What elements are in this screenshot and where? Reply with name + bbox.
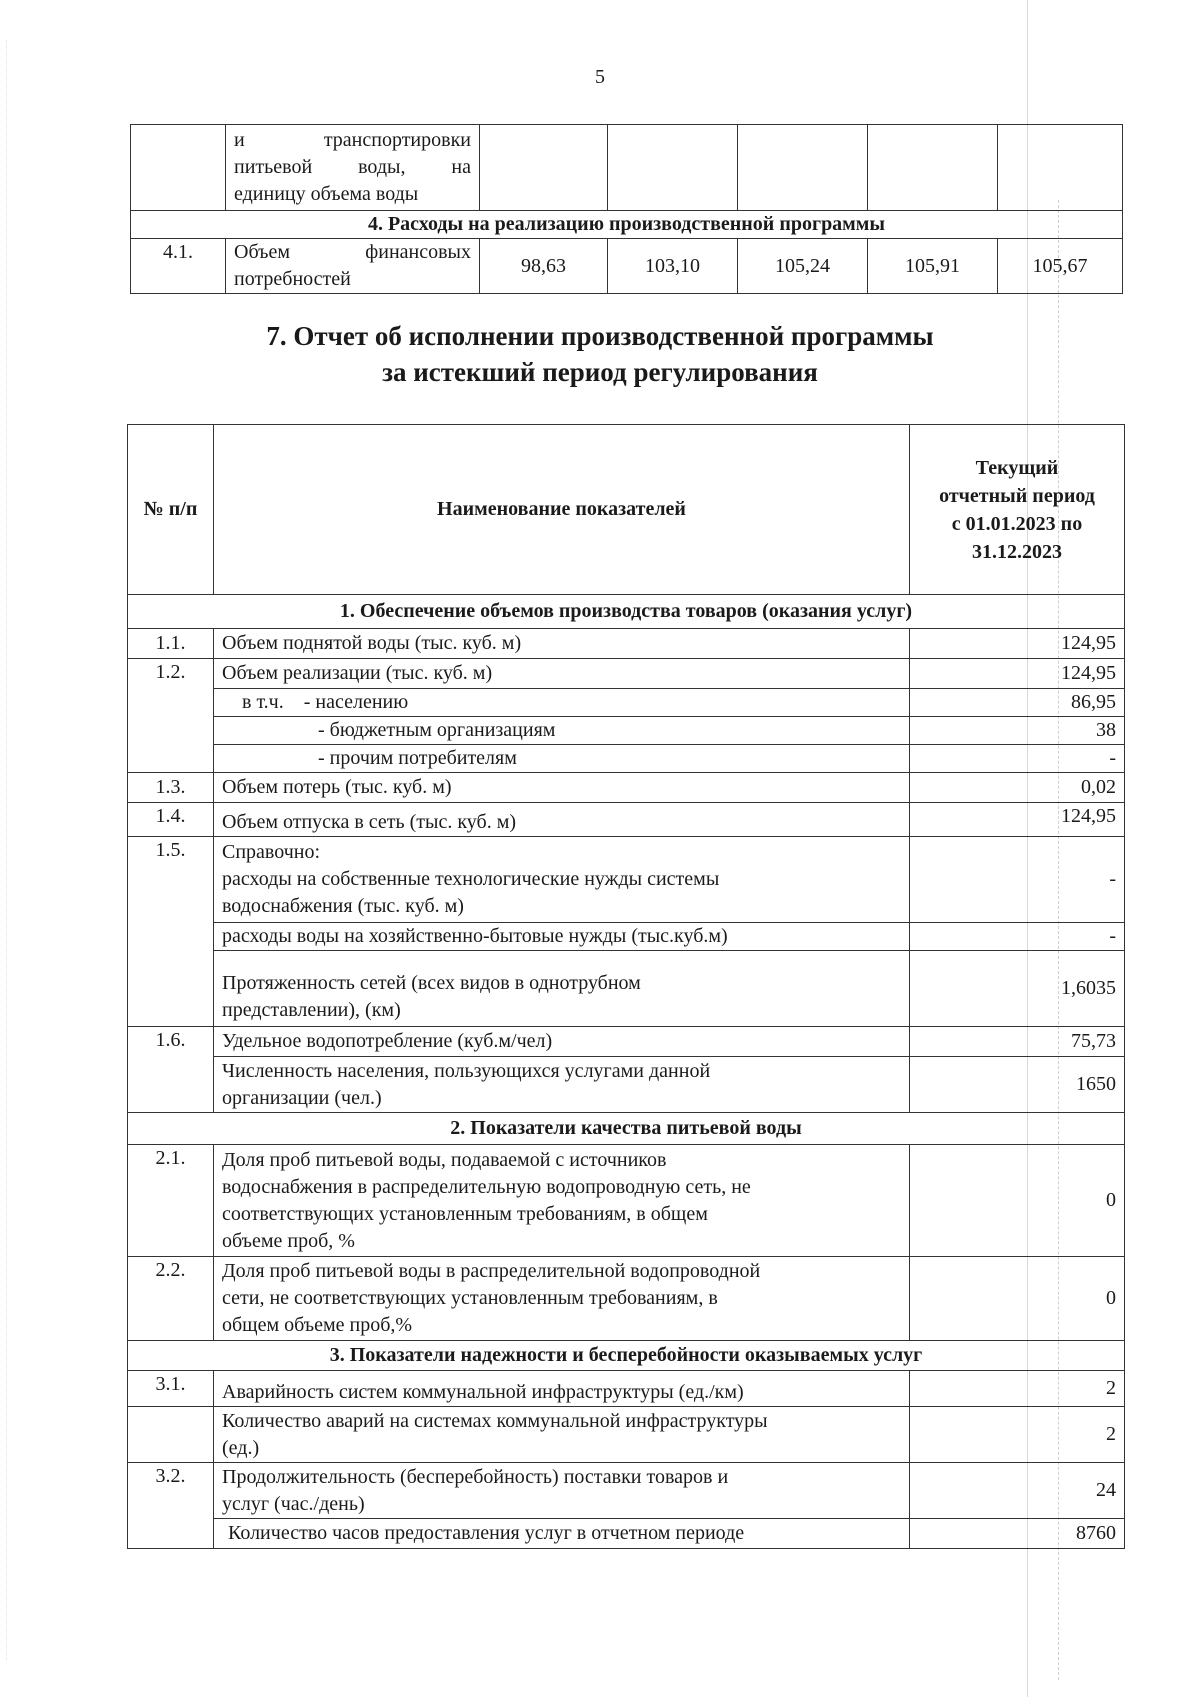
row-value: 124,95 — [910, 803, 1125, 837]
row-value: 75,73 — [910, 1027, 1125, 1057]
table-row — [128, 659, 1125, 689]
name-line: водоснабжения (тыс. куб. м) — [222, 895, 464, 917]
value-cell: 98,63 — [480, 239, 608, 294]
row-name: Объем отпуска в сеть (тыс. куб. м) — [214, 803, 910, 837]
table-row — [128, 837, 1125, 923]
report-title-line: 7. Отчет об исполнении производственной программы — [266, 321, 934, 351]
row-name-cell — [214, 1407, 910, 1463]
page-number: 5 — [595, 66, 605, 88]
name-line: организации (чел.) — [222, 1086, 382, 1109]
row-value: 1,6035 — [910, 951, 1125, 1027]
row-value: 24 — [910, 1463, 1125, 1519]
name-line: Доля проб питьевой воды в распределительной водопроводной — [222, 1260, 761, 1282]
report-title — [0, 318, 1200, 390]
row-name: Объем потерь (тыс. куб. м) — [214, 773, 910, 803]
name-line: водоснабжения в распределительную водопроводную сеть, не — [222, 1175, 751, 1198]
table-row — [128, 745, 1125, 773]
row-name: Аварийность систем коммунальной инфраструктуры (ед./км) — [214, 1371, 910, 1407]
row-name: Количество часов предоставления услуг в отчетном периоде — [214, 1519, 910, 1549]
table-row — [128, 1257, 1125, 1341]
table-row — [128, 717, 1125, 745]
header-name: Наименование показателей — [214, 425, 910, 595]
header-period-line: 31.12.2023 — [972, 540, 1062, 563]
header-period-line: Текущий — [975, 456, 1059, 479]
section-row — [128, 595, 1125, 629]
name-line: Численность населения, пользующихся услугами данной — [222, 1059, 711, 1082]
section-3-title: 3. Показатели надежности и бесперебойности оказываемых услуг — [128, 1341, 1125, 1371]
value-cell — [480, 125, 608, 211]
section-row — [131, 211, 1123, 239]
section-row — [128, 1113, 1125, 1145]
table-row — [128, 1371, 1125, 1407]
row-value: 38 — [910, 717, 1125, 745]
financial-table — [130, 124, 1123, 294]
header-row — [128, 425, 1125, 595]
value-cell — [608, 125, 738, 211]
row-num: 4.1. — [131, 239, 226, 294]
row-value: - — [910, 923, 1125, 951]
row-num-cell — [131, 125, 226, 211]
row-value: 2 — [910, 1407, 1125, 1463]
row-name-cell — [214, 1145, 910, 1257]
value-cell: 105,67 — [998, 239, 1123, 294]
name-line: Объем финансовых — [234, 241, 471, 263]
section-1-title: 1. Обеспечение объемов производства товаров (оказания услуг) — [128, 595, 1125, 629]
section-4-title: 4. Расходы на реализацию производственной программы — [131, 211, 1123, 239]
row-num: 1.2. — [128, 659, 214, 773]
row-value: 124,95 — [910, 629, 1125, 659]
header-period-line: с 01.01.2023 по — [951, 512, 1083, 535]
name-line: соответствующих установленным требованиям, в общем — [222, 1202, 708, 1225]
name-line: сети, не соответствующих установленным требованиям, в — [222, 1287, 718, 1309]
name-line: общем объеме проб,% — [222, 1314, 413, 1336]
row-num: 3.2. — [128, 1463, 214, 1549]
table-row — [128, 1407, 1125, 1463]
table-row — [128, 629, 1125, 659]
table-row — [131, 125, 1123, 211]
row-num: 1.4. — [128, 803, 214, 837]
value-cell — [738, 125, 868, 211]
row-name-cell — [214, 1057, 910, 1113]
name-line: питьевой воды, на — [234, 156, 471, 178]
header-period-line: отчетный период — [939, 484, 1095, 507]
row-name: - бюджетным организациям — [214, 717, 910, 745]
table-row — [128, 1027, 1125, 1057]
row-name: Объем поднятой воды (тыс. куб. м) — [214, 629, 910, 659]
name-line: единицу объема воды — [234, 183, 419, 205]
table-row — [131, 239, 1123, 294]
name-line: расходы на собственные технологические нужды системы — [222, 868, 720, 890]
row-name-cell — [214, 1463, 910, 1519]
row-value: 8760 — [910, 1519, 1125, 1549]
table-row — [128, 1519, 1125, 1549]
row-num: 1.3. — [128, 773, 214, 803]
table-row — [128, 923, 1125, 951]
name-line: услуг (час./день) — [222, 1492, 365, 1515]
value-cell: 105,24 — [738, 239, 868, 294]
row-num: 2.1. — [128, 1145, 214, 1257]
value-cell: 105,91 — [868, 239, 998, 294]
name-line: Доля проб питьевой воды, подаваемой с источников — [222, 1148, 667, 1171]
row-name: Удельное водопотребление (куб.м/чел) — [214, 1027, 910, 1057]
name-line: представлении), (км) — [222, 999, 401, 1021]
table-row — [128, 1057, 1125, 1113]
row-num: 1.1. — [128, 629, 214, 659]
name-line: Количество аварий на системах коммунальной инфраструктуры — [222, 1409, 768, 1432]
report-table — [127, 424, 1125, 1549]
row-name-cell — [214, 1257, 910, 1341]
section-2-title: 2. Показатели качества питьевой воды — [128, 1113, 1125, 1145]
name-line: Продолжительность (бесперебойность) поставки товаров и — [222, 1465, 729, 1488]
row-value: 86,95 — [910, 689, 1125, 717]
row-name-cell — [226, 125, 480, 211]
row-name-cell — [226, 239, 480, 294]
report-title-line: за истекший период регулирования — [382, 357, 818, 387]
name-line: (ед.) — [222, 1436, 260, 1459]
row-value: 124,95 — [910, 659, 1125, 689]
table-row — [128, 773, 1125, 803]
name-line: и транспортировки — [234, 129, 471, 151]
value-cell: 103,10 — [608, 239, 738, 294]
section-row — [128, 1341, 1125, 1371]
row-name: Объем реализации (тыс. куб. м) — [214, 659, 910, 689]
table-row — [128, 689, 1125, 717]
table-row — [128, 803, 1125, 837]
value-cell — [868, 125, 998, 211]
table-row — [128, 951, 1125, 1027]
name-line: потребностей — [234, 268, 351, 290]
row-value: 0 — [910, 1145, 1125, 1257]
header-num: № п/п — [128, 425, 214, 595]
row-value: - — [910, 745, 1125, 773]
row-num: 3.1. — [128, 1371, 214, 1407]
row-num: 2.2. — [128, 1257, 214, 1341]
row-name: в т.ч. - населению — [214, 689, 910, 717]
row-name-cell — [214, 837, 910, 923]
table-row — [128, 1463, 1125, 1519]
row-value: 2 — [910, 1371, 1125, 1407]
value-cell — [998, 125, 1123, 211]
scan-edge-line — [6, 40, 7, 1660]
row-name: - прочим потребителям — [214, 745, 910, 773]
row-num: 1.6. — [128, 1027, 214, 1113]
table-row — [128, 1145, 1125, 1257]
row-name: расходы воды на хозяйственно-бытовые нужды (тыс.куб.м) — [214, 923, 910, 951]
row-value: 0,02 — [910, 773, 1125, 803]
name-line: Протяженность сетей (всех видов в однотрубном — [222, 972, 641, 994]
header-period — [910, 425, 1125, 595]
row-value: - — [910, 837, 1125, 923]
row-value: 0 — [910, 1257, 1125, 1341]
row-num — [128, 1407, 214, 1463]
name-line: объеме проб, % — [222, 1229, 355, 1252]
row-name-cell — [214, 951, 910, 1027]
row-value: 1650 — [910, 1057, 1125, 1113]
row-num: 1.5. — [128, 837, 214, 1027]
name-line: Справочно: — [222, 841, 321, 863]
